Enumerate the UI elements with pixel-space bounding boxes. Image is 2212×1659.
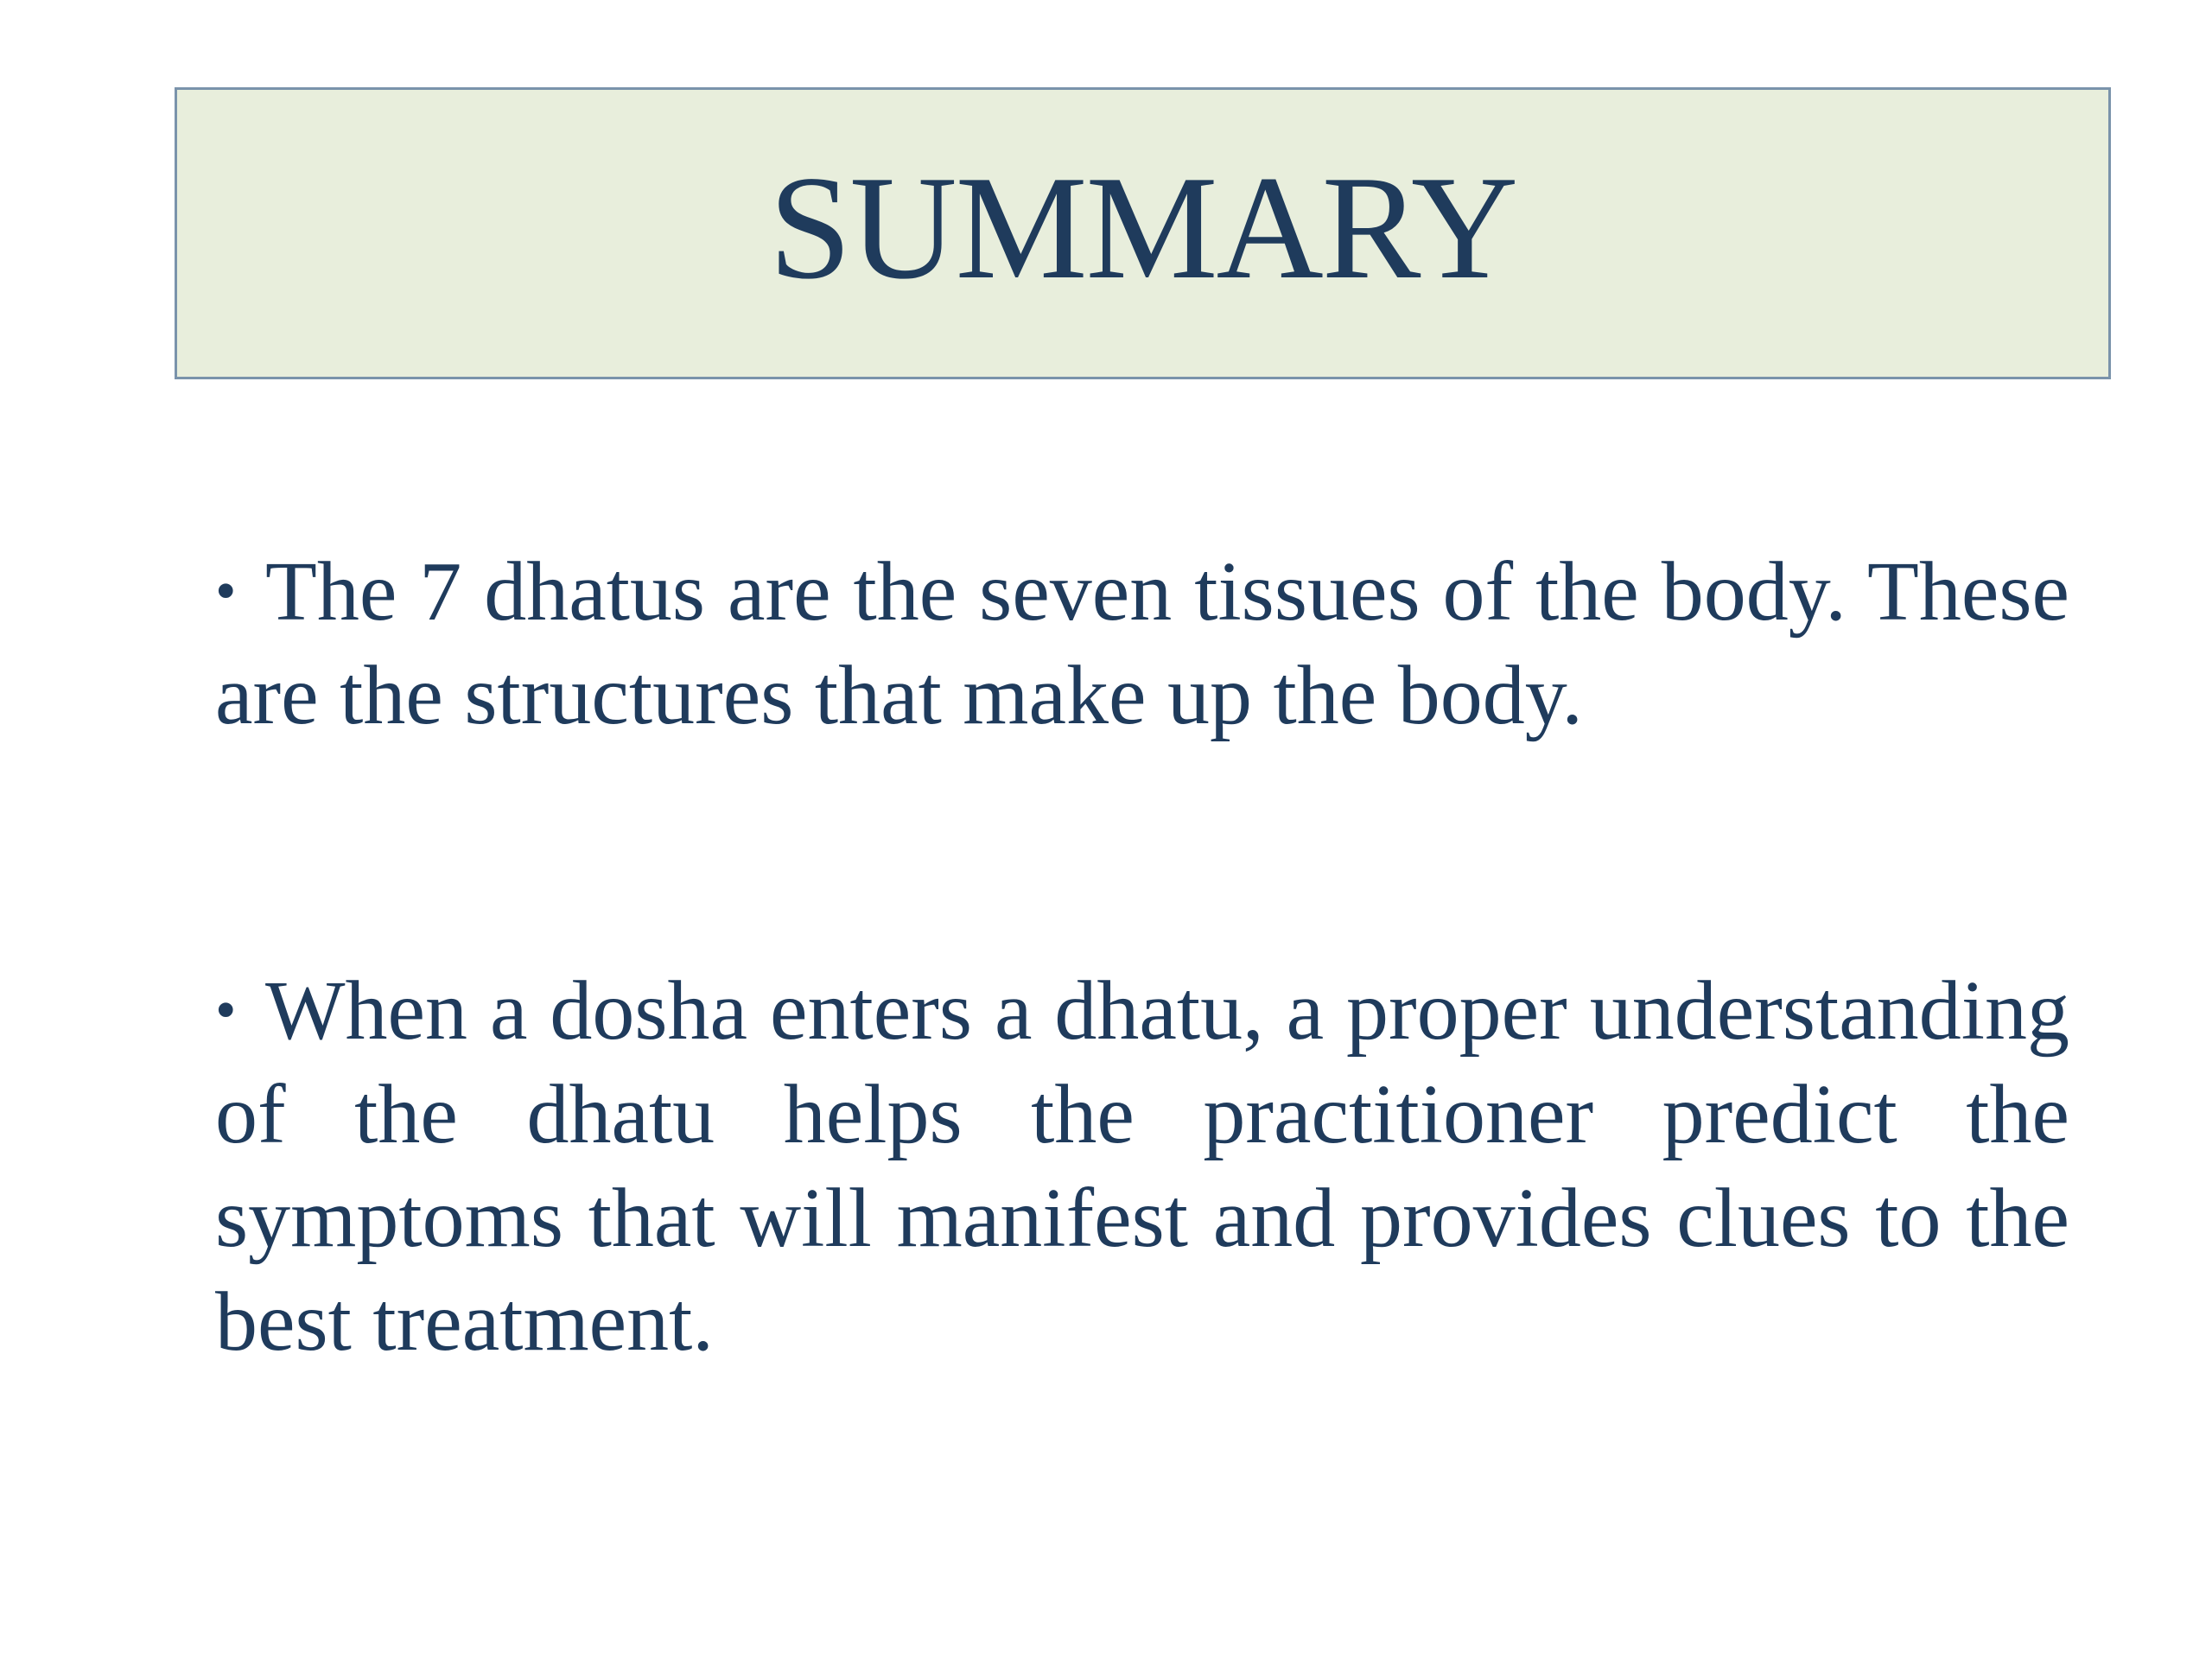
bullet-item [215, 540, 2069, 747]
bullet-text: When a dosha enters a dhatu, a proper understanding of the dhatu helps the practitioner predict the symptoms that will manifest and provides clues to the best treatment. [215, 964, 2069, 1369]
bullet-text: The 7 dhatus are the seven tissues of the body. These are the structures that make up the body. [215, 545, 2069, 742]
bullet-item [215, 959, 2069, 1374]
bullet-dot-icon: • [215, 977, 237, 1044]
title-box [175, 87, 2111, 379]
bullet-dot-icon: • [215, 558, 237, 625]
slide-title: SUMMARY [768, 146, 1517, 310]
